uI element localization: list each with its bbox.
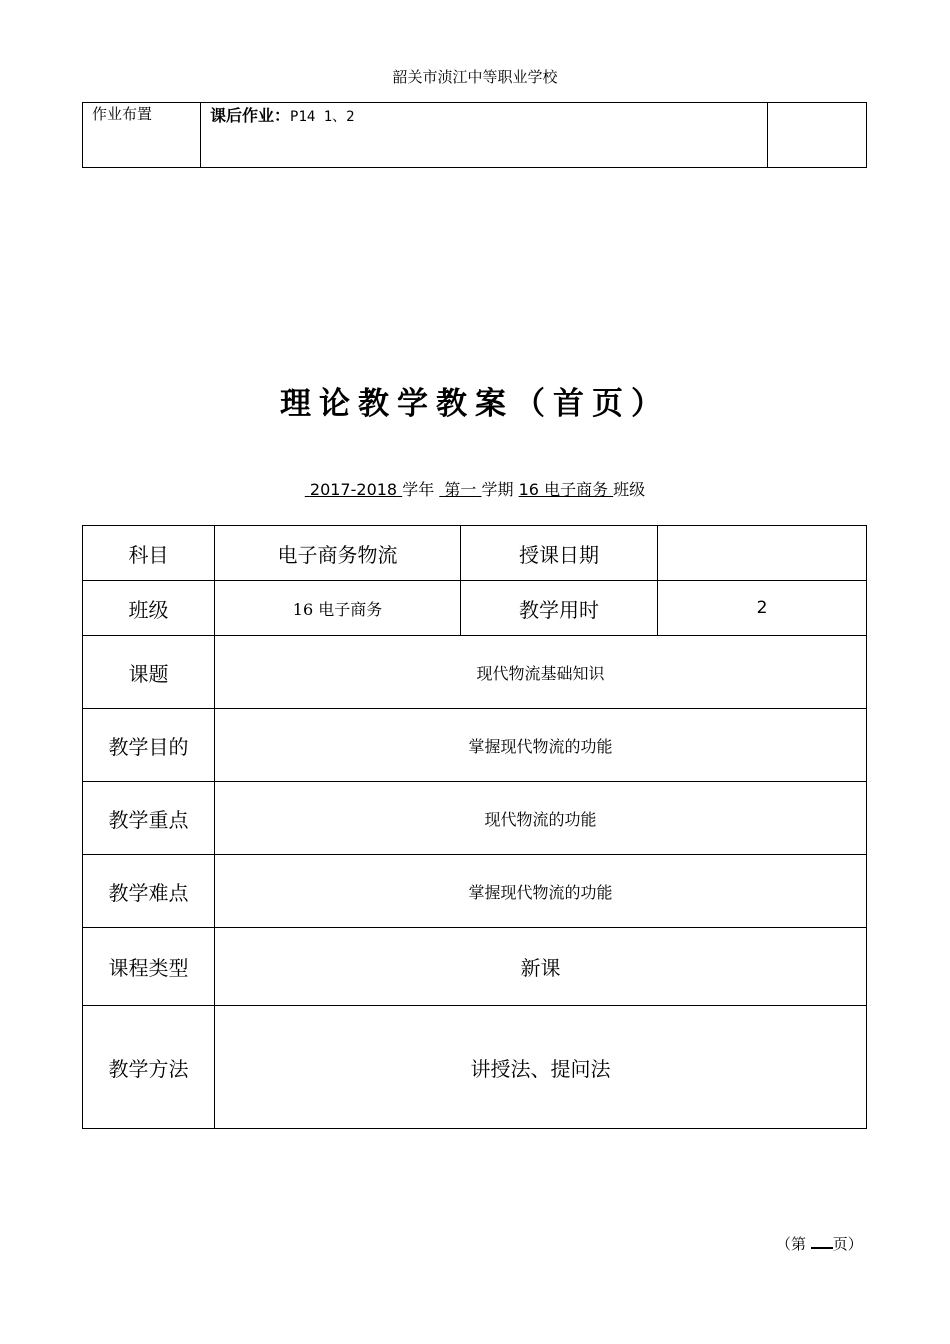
method-label: 教学方法 xyxy=(83,1006,215,1129)
homework-row xyxy=(83,103,867,168)
topic-value: 现代物流基础知识 xyxy=(215,636,867,709)
date-value xyxy=(658,526,867,581)
homework-content-text: P14 1、2 xyxy=(290,109,355,125)
page-number-blank xyxy=(811,1233,833,1249)
table-row xyxy=(83,928,867,1006)
table-row xyxy=(83,581,867,636)
semester-term-suffix: 学期 xyxy=(481,480,514,499)
semester-class-suffix: 班级 xyxy=(613,480,646,499)
subject-label: 科目 xyxy=(83,526,215,581)
homework-empty-cell xyxy=(768,103,867,168)
subject-value: 电子商务物流 xyxy=(215,526,461,581)
homework-content xyxy=(201,103,768,168)
key-point-label: 教学重点 xyxy=(83,782,215,855)
hours-value: 2 xyxy=(658,581,867,636)
topic-label: 课题 xyxy=(83,636,215,709)
semester-line xyxy=(0,477,950,500)
page-number-footer: （第 页） xyxy=(776,1235,863,1253)
hours-label: 教学用时 xyxy=(461,581,658,636)
method-value: 讲授法、提问法 xyxy=(215,1006,867,1129)
table-row xyxy=(83,782,867,855)
table-row xyxy=(83,709,867,782)
semester-year: 2017-2018 xyxy=(309,480,398,499)
class-label: 班级 xyxy=(83,581,215,636)
difficulty-label: 教学难点 xyxy=(83,855,215,928)
semester-term: 第一 xyxy=(444,480,477,499)
table-row xyxy=(83,1006,867,1129)
class-value: 16 电子商务 xyxy=(215,581,461,636)
homework-content-bold: 课后作业： xyxy=(210,106,291,125)
date-label: 授课日期 xyxy=(461,526,658,581)
goal-label: 教学目的 xyxy=(83,709,215,782)
table-row xyxy=(83,526,867,581)
lesson-info-table xyxy=(82,525,867,1129)
course-type-value: 新课 xyxy=(215,928,867,1006)
difficulty-value: 掌握现代物流的功能 xyxy=(215,855,867,928)
homework-label: 作业布置 xyxy=(83,103,201,168)
key-point-value: 现代物流的功能 xyxy=(215,782,867,855)
semester-class: 16 电子商务 xyxy=(518,480,609,499)
school-header: 韶关市浈江中等职业学校 xyxy=(392,68,558,86)
homework-table xyxy=(82,102,867,168)
course-type-label: 课程类型 xyxy=(83,928,215,1006)
table-row xyxy=(83,636,867,709)
document-title: 理论教学教案（首页） xyxy=(280,386,670,422)
table-row xyxy=(83,855,867,928)
goal-value: 掌握现代物流的功能 xyxy=(215,709,867,782)
semester-year-suffix: 学年 xyxy=(402,480,435,499)
